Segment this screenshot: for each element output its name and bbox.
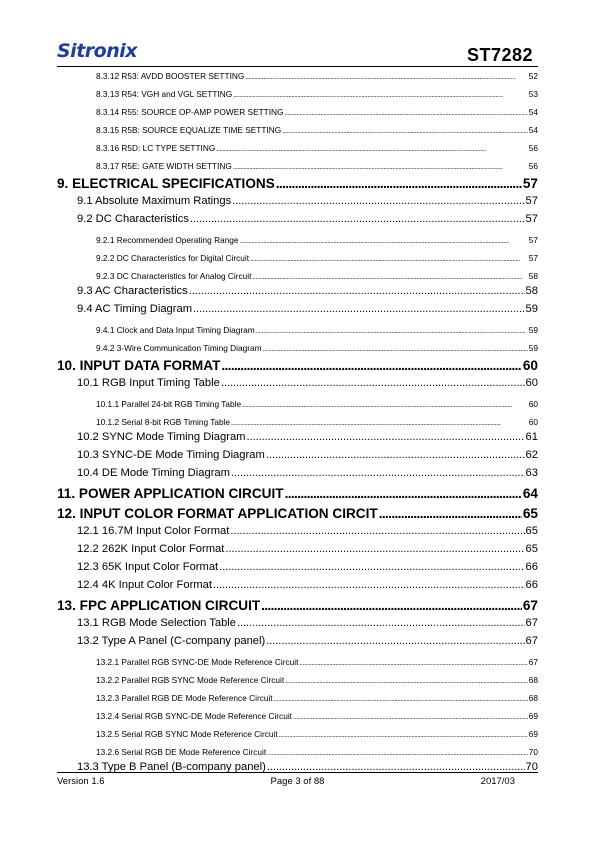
- toc-section-entry[interactable]: [57, 467, 538, 485]
- toc-subsection-entry[interactable]: [57, 103, 538, 121]
- toc-entry-page: 60: [528, 417, 538, 427]
- toc-entry-title: 9.2.1 Recommended Operating Range: [96, 235, 239, 245]
- toc-entry-title: 13.2.1 Parallel RGB SYNC-DE Mode Reference Circuit: [96, 657, 299, 667]
- toc-dot-leader: [266, 635, 524, 647]
- toc-dot-leader: [193, 303, 525, 315]
- toc-entry-page: 57: [522, 176, 538, 191]
- toc-dot-leader: [261, 598, 522, 613]
- toc-dot-leader: [213, 579, 525, 591]
- toc-entry-title: 13.2.3 Parallel RGB DE Mode Reference Circuit: [96, 693, 273, 703]
- toc-entry-page: 67: [528, 657, 538, 667]
- toc-entry-title: 12. INPUT COLOR FORMAT APPLICATION CIRCIT: [57, 506, 378, 521]
- toc-dot-leader: [231, 467, 525, 479]
- toc-entry-title: 9.4.1 Clock and Data Input Timing Diagram: [96, 325, 255, 335]
- toc-subsection-entry[interactable]: [57, 267, 538, 285]
- toc-entry-title: 13.2 Type A Panel (C-company panel): [77, 635, 266, 647]
- toc-entry-page: 69: [528, 711, 538, 721]
- toc-entry-title: 12.2 262K Input Color Format: [77, 543, 225, 555]
- toc-entry-page: 60: [528, 399, 538, 409]
- toc-entry-page: 68: [528, 693, 538, 703]
- toc-dot-leader: [285, 103, 528, 121]
- toc-dot-leader: [237, 617, 525, 629]
- toc-dot-leader: [240, 231, 528, 249]
- toc-entry-title: 9.4.2 3-Wire Communication Timing Diagram: [96, 343, 262, 353]
- toc-dot-leader: [250, 249, 528, 267]
- footer-version: Version 1.6: [57, 776, 105, 787]
- toc-entry-page: 52: [528, 71, 538, 81]
- toc-entry-title: 10.4 DE Mode Timing Diagram: [77, 467, 230, 479]
- toc-subsection-entry[interactable]: [57, 653, 538, 671]
- toc-entry-page: 68: [528, 675, 538, 685]
- toc-entry-title: 12.1 16.7M Input Color Format: [77, 525, 230, 537]
- toc-dot-leader: [219, 561, 524, 573]
- toc-section-entry[interactable]: [57, 543, 538, 561]
- toc-entry-page: 65: [525, 543, 538, 555]
- toc-dot-leader: [245, 67, 527, 85]
- toc-chapter-entry[interactable]: [57, 486, 538, 505]
- toc-entry-title: 12.4 4K Input Color Format: [77, 579, 212, 591]
- toc-entry-title: 12.3 65K Input Color Format: [77, 561, 219, 573]
- toc-dot-leader: [276, 176, 522, 191]
- toc-entry-page: 54: [528, 107, 538, 117]
- toc-dot-leader: [256, 321, 528, 339]
- toc-dot-leader: [274, 689, 528, 707]
- toc-subsection-entry[interactable]: [57, 339, 538, 357]
- toc-subsection-entry[interactable]: [57, 85, 538, 103]
- toc-section-entry[interactable]: [57, 561, 538, 579]
- toc-section-entry[interactable]: [57, 579, 538, 597]
- toc-subsection-entry[interactable]: [57, 707, 538, 725]
- toc-entry-page: 67: [525, 635, 538, 647]
- toc-dot-leader: [242, 395, 528, 413]
- toc-entry-page: 63: [525, 467, 538, 479]
- toc-entry-title: 10.1 RGB Input Timing Table: [77, 377, 220, 389]
- toc-dot-leader: [279, 725, 528, 743]
- toc-chapter-entry[interactable]: [57, 358, 538, 377]
- toc-subsection-entry[interactable]: [57, 413, 538, 431]
- toc-dot-leader: [282, 121, 528, 139]
- toc-dot-leader: [293, 707, 528, 725]
- toc-entry-title: 8.3.14 R55: SOURCE OP-AMP POWER SETTING: [96, 107, 284, 117]
- footer-divider: [57, 772, 538, 773]
- toc-dot-leader: [232, 195, 524, 207]
- toc-entry-page: 65: [525, 525, 538, 537]
- toc-entry-page: 62: [525, 449, 538, 461]
- toc-section-entry[interactable]: [57, 525, 538, 543]
- toc-entry-page: 58: [528, 271, 538, 281]
- toc-entry-page: 60: [525, 377, 538, 389]
- toc-dot-leader: [379, 506, 522, 521]
- toc-entry-page: 57: [525, 195, 538, 207]
- toc-entry-page: 66: [525, 561, 538, 573]
- toc-entry-title: 9.2.3 DC Characteristics for Analog Circuit: [96, 271, 252, 281]
- toc-entry-page: 64: [522, 486, 538, 501]
- toc-subsection-entry[interactable]: [57, 139, 538, 157]
- toc-dot-leader: [266, 449, 525, 461]
- toc-entry-title: 10.1.2 Serial 8-bit RGB Timing Table: [96, 417, 231, 427]
- toc-subsection-entry[interactable]: [57, 249, 538, 267]
- toc-entry-title: 8.3.17 R5E: GATE WIDTH SETTING: [96, 161, 232, 171]
- toc-entry-page: 70: [528, 747, 538, 757]
- toc-section-entry[interactable]: [57, 377, 538, 395]
- toc-dot-leader: [285, 671, 528, 689]
- toc-entry-page: 54: [528, 125, 538, 135]
- toc-section-entry[interactable]: [57, 449, 538, 467]
- toc-entry-page: 61: [525, 431, 538, 443]
- toc-dot-leader: [299, 653, 527, 671]
- toc-entry-title: 13.2.2 Parallel RGB SYNC Mode Reference Circuit: [96, 675, 285, 685]
- toc-entry-page: 65: [522, 506, 538, 521]
- toc-dot-leader: [230, 525, 524, 537]
- toc-entry-title: 9.4 AC Timing Diagram: [77, 303, 193, 315]
- toc-entry-title: 13.3 Type B Panel (B-company panel): [77, 761, 266, 773]
- toc-entry-title: 13.1 RGB Mode Selection Table: [77, 617, 236, 629]
- toc-entry-page: 66: [525, 579, 538, 591]
- toc-entry-page: 57: [528, 253, 538, 263]
- toc-dot-leader: [233, 85, 528, 103]
- toc-subsection-entry[interactable]: [57, 157, 538, 175]
- toc-entry-title: 9.2 DC Characteristics: [77, 213, 189, 225]
- toc-section-entry[interactable]: [57, 285, 538, 303]
- toc-entry-title: 11. POWER APPLICATION CIRCUIT: [57, 486, 284, 501]
- toc-section-entry[interactable]: [57, 431, 538, 449]
- toc-entry-page: 67: [522, 598, 538, 613]
- toc-section-entry[interactable]: [57, 635, 538, 653]
- toc-entry-title: 10. INPUT DATA FORMAT: [57, 358, 221, 373]
- toc-dot-leader: [233, 157, 528, 175]
- table-of-contents: [57, 67, 538, 779]
- toc-entry-page: 59: [528, 325, 538, 335]
- toc-dot-leader: [216, 139, 527, 157]
- toc-entry-title: 10.1.1 Parallel 24-bit RGB Timing Table: [96, 399, 242, 409]
- toc-entry-page: 58: [525, 285, 538, 297]
- toc-subsection-entry[interactable]: [57, 725, 538, 743]
- toc-entry-page: 70: [525, 761, 538, 773]
- toc-dot-leader: [247, 431, 525, 443]
- toc-entry-page: 59: [525, 303, 538, 315]
- toc-entry-title: 8.3.16 R5D: LC TYPE SETTING: [96, 143, 216, 153]
- toc-chapter-entry[interactable]: [57, 506, 538, 525]
- toc-entry-title: 13.2.5 Serial RGB SYNC Mode Reference Circuit: [96, 729, 278, 739]
- toc-dot-leader: [190, 213, 525, 225]
- toc-subsection-entry[interactable]: [57, 743, 538, 761]
- model-number: ST7282: [466, 45, 533, 65]
- toc-dot-leader: [189, 285, 525, 297]
- footer-date: 2017/03: [480, 776, 515, 787]
- toc-section-entry[interactable]: [57, 195, 538, 213]
- toc-entry-title: 13.2.4 Serial RGB SYNC-DE Mode Reference Circuit: [96, 711, 292, 721]
- toc-entry-page: 56: [528, 143, 538, 153]
- footer-page-number: Page 3 of 88: [270, 776, 325, 787]
- toc-dot-leader: [231, 413, 528, 431]
- toc-section-entry[interactable]: [57, 617, 538, 635]
- toc-subsection-entry[interactable]: [57, 689, 538, 707]
- toc-entry-title: 8.3.15 R5B: SOURCE EQUALIZE TIME SETTING: [96, 125, 282, 135]
- toc-entry-page: 56: [528, 161, 538, 171]
- toc-entry-title: 10.3 SYNC-DE Mode Timing Diagram: [77, 449, 265, 461]
- company-logo: Sitronix: [57, 40, 137, 62]
- toc-dot-leader: [225, 543, 524, 555]
- toc-entry-page: 67: [525, 617, 538, 629]
- toc-entry-page: 57: [528, 235, 538, 245]
- toc-dot-leader: [221, 358, 522, 373]
- toc-entry-page: 57: [525, 213, 538, 225]
- toc-entry-title: 9.2.2 DC Characteristics for Digital Circuit: [96, 253, 250, 263]
- toc-chapter-entry[interactable]: [57, 176, 538, 195]
- toc-dot-leader: [285, 486, 522, 501]
- toc-subsection-entry[interactable]: [57, 67, 538, 85]
- toc-entry-title: 13. FPC APPLICATION CIRCUIT: [57, 598, 261, 613]
- toc-entry-title: 13.2.6 Serial RGB DE Mode Reference Circuit: [96, 747, 267, 757]
- toc-chapter-entry[interactable]: [57, 598, 538, 617]
- toc-entry-title: 9.3 AC Characteristics: [77, 285, 188, 297]
- toc-section-entry[interactable]: [57, 213, 538, 231]
- toc-entry-title: 9.1 Absolute Maximum Ratings: [77, 195, 232, 207]
- toc-entry-title: 10.2 SYNC Mode Timing Diagram: [77, 431, 246, 443]
- toc-subsection-entry[interactable]: [57, 321, 538, 339]
- toc-dot-leader: [267, 743, 528, 761]
- toc-entry-page: 69: [528, 729, 538, 739]
- toc-subsection-entry[interactable]: [57, 231, 538, 249]
- toc-entry-title: 8.3.13 R54: VGH and VGL SETTING: [96, 89, 233, 99]
- toc-entry-title: 8.3.12 R53: AVDD BOOSTER SETTING: [96, 71, 245, 81]
- toc-dot-leader: [263, 339, 528, 357]
- toc-section-entry[interactable]: [57, 303, 538, 321]
- toc-entry-page: 60: [522, 358, 538, 373]
- toc-entry-title: 9. ELECTRICAL SPECIFICATIONS: [57, 176, 275, 191]
- toc-subsection-entry[interactable]: [57, 671, 538, 689]
- toc-entry-page: 59: [528, 343, 538, 353]
- toc-subsection-entry[interactable]: [57, 395, 538, 413]
- toc-entry-page: 53: [528, 89, 538, 99]
- toc-dot-leader: [221, 377, 525, 389]
- toc-subsection-entry[interactable]: [57, 121, 538, 139]
- toc-dot-leader: [252, 267, 527, 285]
